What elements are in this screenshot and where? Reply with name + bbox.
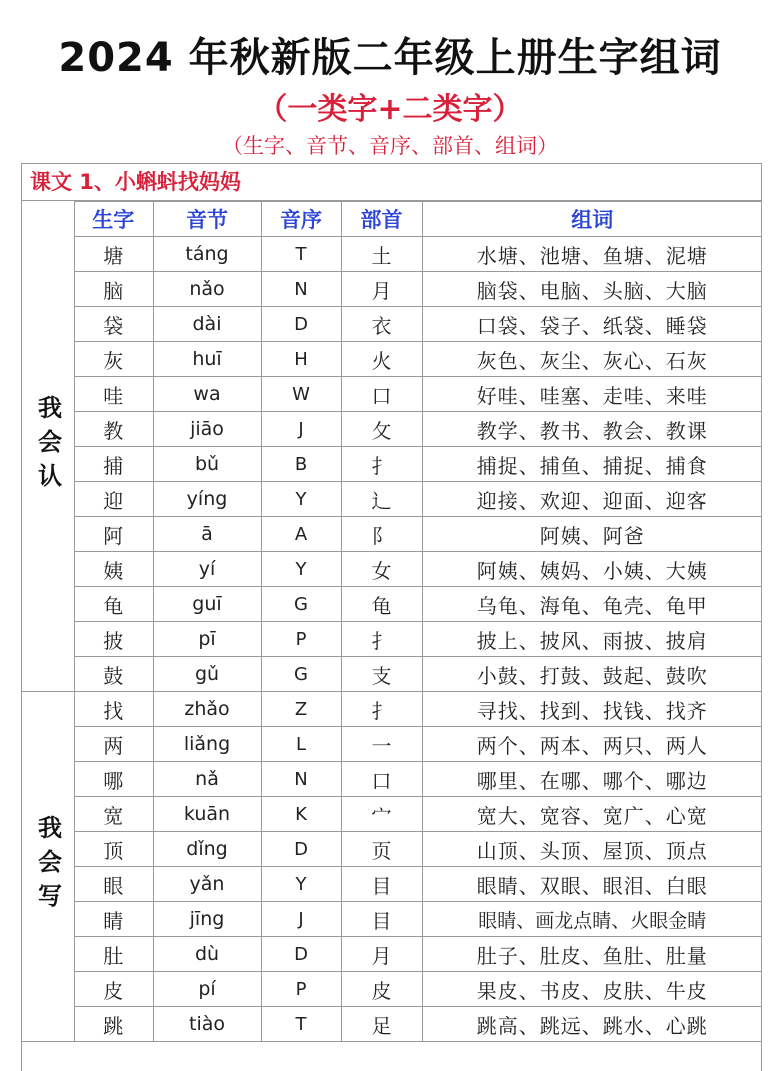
- table-cell-radical: 目: [341, 902, 422, 937]
- page-title: 2024 年秋新版二年级上册生字组词: [58, 35, 722, 81]
- table-cell-words: 两个、两本、两只、两人: [422, 727, 762, 762]
- table-cell-order: Y: [261, 867, 341, 902]
- table-cell-char: 找: [74, 692, 153, 727]
- table-cell-words: 小鼓、打鼓、鼓起、鼓吹: [422, 657, 762, 692]
- table-cell-pinyin: nǎo: [153, 272, 261, 307]
- table-cell-pinyin: liǎng: [153, 727, 261, 762]
- table-row: [74, 762, 762, 797]
- group-cell-recognize: [22, 201, 75, 692]
- table-cell-words: 水塘、池塘、鱼塘、泥塘: [422, 237, 762, 272]
- table-cell-char: 眼: [74, 867, 153, 902]
- table-cell-char: 灰: [74, 342, 153, 377]
- table-cell-words: 眼睛、双眼、眼泪、白眼: [422, 867, 762, 902]
- table-cell-order: G: [261, 657, 341, 692]
- table-cell-radical: 皮: [341, 972, 422, 1007]
- table-cell-order: N: [261, 272, 341, 307]
- table-cell-words: 脑袋、电脑、头脑、大脑: [422, 272, 762, 307]
- table-cell-pinyin: pí: [153, 972, 261, 1007]
- table-cell-pinyin: yǎn: [153, 867, 261, 902]
- table-cell-radical: 月: [341, 272, 422, 307]
- table-cell-words: 哪里、在哪、哪个、哪边: [422, 762, 762, 797]
- table-cell-order: T: [261, 1007, 341, 1042]
- table-cell-pinyin: jīng: [153, 902, 261, 937]
- table-cell-words: 乌龟、海龟、龟壳、龟甲: [422, 587, 762, 622]
- table-cell-pinyin: dù: [153, 937, 261, 972]
- table-cell-char: 教: [74, 412, 153, 447]
- table-row: [74, 517, 762, 552]
- table-cell-radical: 龟: [341, 587, 422, 622]
- lesson-title: 课文 1、小蝌蚪找妈妈: [22, 164, 761, 201]
- table-cell-pinyin: pī: [153, 622, 261, 657]
- vocab-table: [74, 201, 762, 1042]
- table-cell-order: Y: [261, 552, 341, 587]
- table-cell-words: 阿姨、阿爸: [422, 517, 762, 552]
- table-cell-radical: 扌: [341, 447, 422, 482]
- table-cell-order: T: [261, 237, 341, 272]
- table-cell-char: 披: [74, 622, 153, 657]
- table-cell-radical: 女: [341, 552, 422, 587]
- table-cell-order: J: [261, 902, 341, 937]
- table-cell-radical: 目: [341, 867, 422, 902]
- table-cell-order: L: [261, 727, 341, 762]
- table-cell-order: W: [261, 377, 341, 412]
- table-cell-pinyin: dǐng: [153, 832, 261, 867]
- table-cell-radical: 页: [341, 832, 422, 867]
- table-cell-pinyin: táng: [153, 237, 261, 272]
- table-row: [74, 797, 762, 832]
- table-cell-pinyin: wa: [153, 377, 261, 412]
- table-cell-char: 睛: [74, 902, 153, 937]
- table-cell-words: 肚子、肚皮、鱼肚、肚量: [422, 937, 762, 972]
- table-row: [74, 307, 762, 342]
- table-cell-radical: 扌: [341, 622, 422, 657]
- table-cell-words: 灰色、灰尘、灰心、石灰: [422, 342, 762, 377]
- table-row: [74, 622, 762, 657]
- table-cell-pinyin: guī: [153, 587, 261, 622]
- table-cell-char: 姨: [74, 552, 153, 587]
- table-row: [74, 867, 762, 902]
- table-cell-words: 宽大、宽容、宽广、心宽: [422, 797, 762, 832]
- header-char: 生字: [74, 202, 153, 237]
- table-row: [74, 832, 762, 867]
- table-cell-char: 两: [74, 727, 153, 762]
- table-cell-words: 寻找、找到、找钱、找齐: [422, 692, 762, 727]
- table-cell-radical: 辶: [341, 482, 422, 517]
- table-cell-radical: 扌: [341, 692, 422, 727]
- table-cell-radical: 土: [341, 237, 422, 272]
- table-cell-char: 哇: [74, 377, 153, 412]
- table-cell-radical: 火: [341, 342, 422, 377]
- table-cell-pinyin: bǔ: [153, 447, 261, 482]
- header-radical: 部首: [341, 202, 422, 237]
- table-row: [74, 1007, 762, 1042]
- table-cell-pinyin: nǎ: [153, 762, 261, 797]
- table-cell-words: 果皮、书皮、皮肤、牛皮: [422, 972, 762, 1007]
- column-caption: （生字、音节、音序、部首、组词）: [222, 134, 558, 158]
- table-cell-order: H: [261, 342, 341, 377]
- table-cell-order: G: [261, 587, 341, 622]
- table-cell-order: P: [261, 972, 341, 1007]
- table-cell-pinyin: ā: [153, 517, 261, 552]
- vocab-table-frame: [21, 163, 762, 1071]
- table-row: [74, 727, 762, 762]
- table-cell-order: P: [261, 622, 341, 657]
- table-cell-char: 阿: [74, 517, 153, 552]
- table-cell-pinyin: yí: [153, 552, 261, 587]
- table-cell-char: 顶: [74, 832, 153, 867]
- table-cell-char: 脑: [74, 272, 153, 307]
- table-row: [74, 902, 762, 937]
- table-cell-radical: 口: [341, 762, 422, 797]
- table-cell-words: 披上、披风、雨披、披肩: [422, 622, 762, 657]
- table-cell-pinyin: tiào: [153, 1007, 261, 1042]
- table-cell-order: D: [261, 307, 341, 342]
- table-cell-words: 眼睛、画龙点睛、火眼金睛: [422, 902, 762, 937]
- group-label: 我会写: [33, 815, 62, 917]
- table-row: [74, 377, 762, 412]
- header-words: 组词: [422, 202, 762, 237]
- table-cell-pinyin: yíng: [153, 482, 261, 517]
- table-cell-char: 迎: [74, 482, 153, 517]
- table-cell-char: 鼓: [74, 657, 153, 692]
- table-cell-pinyin: zhǎo: [153, 692, 261, 727]
- table-cell-char: 袋: [74, 307, 153, 342]
- table-row: [74, 972, 762, 1007]
- table-cell-words: 阿姨、姨妈、小姨、大姨: [422, 552, 762, 587]
- table-row: [74, 692, 762, 727]
- group-cell-write: [22, 691, 75, 1042]
- group-label: 我会认: [33, 395, 62, 497]
- table-cell-words: 迎接、欢迎、迎面、迎客: [422, 482, 762, 517]
- table-cell-order: J: [261, 412, 341, 447]
- table-cell-order: B: [261, 447, 341, 482]
- table-cell-char: 宽: [74, 797, 153, 832]
- table-row: [74, 272, 762, 307]
- table-cell-radical: 阝: [341, 517, 422, 552]
- table-cell-radical: 口: [341, 377, 422, 412]
- table-cell-order: Z: [261, 692, 341, 727]
- header-pinyin: 音节: [153, 202, 261, 237]
- table-cell-radical: 衣: [341, 307, 422, 342]
- table-cell-radical: 宀: [341, 797, 422, 832]
- table-header-row: [74, 202, 762, 237]
- table-cell-char: 皮: [74, 972, 153, 1007]
- table-row: [74, 412, 762, 447]
- table-cell-pinyin: gǔ: [153, 657, 261, 692]
- table-row: [74, 552, 762, 587]
- table-row: [74, 482, 762, 517]
- table-cell-pinyin: kuān: [153, 797, 261, 832]
- table-cell-char: 塘: [74, 237, 153, 272]
- table-row: [74, 237, 762, 272]
- table-cell-radical: 月: [341, 937, 422, 972]
- table-cell-order: D: [261, 832, 341, 867]
- table-cell-radical: 攵: [341, 412, 422, 447]
- table-cell-pinyin: huī: [153, 342, 261, 377]
- table-cell-radical: 足: [341, 1007, 422, 1042]
- table-cell-order: D: [261, 937, 341, 972]
- table-cell-pinyin: jiāo: [153, 412, 261, 447]
- table-cell-words: 好哇、哇塞、走哇、来哇: [422, 377, 762, 412]
- table-cell-words: 教学、教书、教会、教课: [422, 412, 762, 447]
- table-row: [74, 342, 762, 377]
- table-cell-char: 肚: [74, 937, 153, 972]
- table-cell-words: 山顶、头顶、屋顶、顶点: [422, 832, 762, 867]
- table-cell-order: Y: [261, 482, 341, 517]
- table-cell-char: 跳: [74, 1007, 153, 1042]
- table-cell-char: 捕: [74, 447, 153, 482]
- table-cell-order: K: [261, 797, 341, 832]
- table-row: [74, 657, 762, 692]
- table-row: [74, 587, 762, 622]
- table-cell-order: N: [261, 762, 341, 797]
- table-row: [74, 937, 762, 972]
- header-order: 音序: [261, 202, 341, 237]
- table-cell-words: 口袋、袋子、纸袋、睡袋: [422, 307, 762, 342]
- table-cell-radical: 支: [341, 657, 422, 692]
- table-cell-char: 龟: [74, 587, 153, 622]
- table-cell-pinyin: dài: [153, 307, 261, 342]
- table-row: [74, 447, 762, 482]
- table-cell-words: 跳高、跳远、跳水、心跳: [422, 1007, 762, 1042]
- table-cell-order: A: [261, 517, 341, 552]
- page-subtitle: （一类字+二类字）: [257, 92, 523, 127]
- table-cell-char: 哪: [74, 762, 153, 797]
- table-cell-radical: 一: [341, 727, 422, 762]
- table-cell-words: 捕捉、捕鱼、捕捉、捕食: [422, 447, 762, 482]
